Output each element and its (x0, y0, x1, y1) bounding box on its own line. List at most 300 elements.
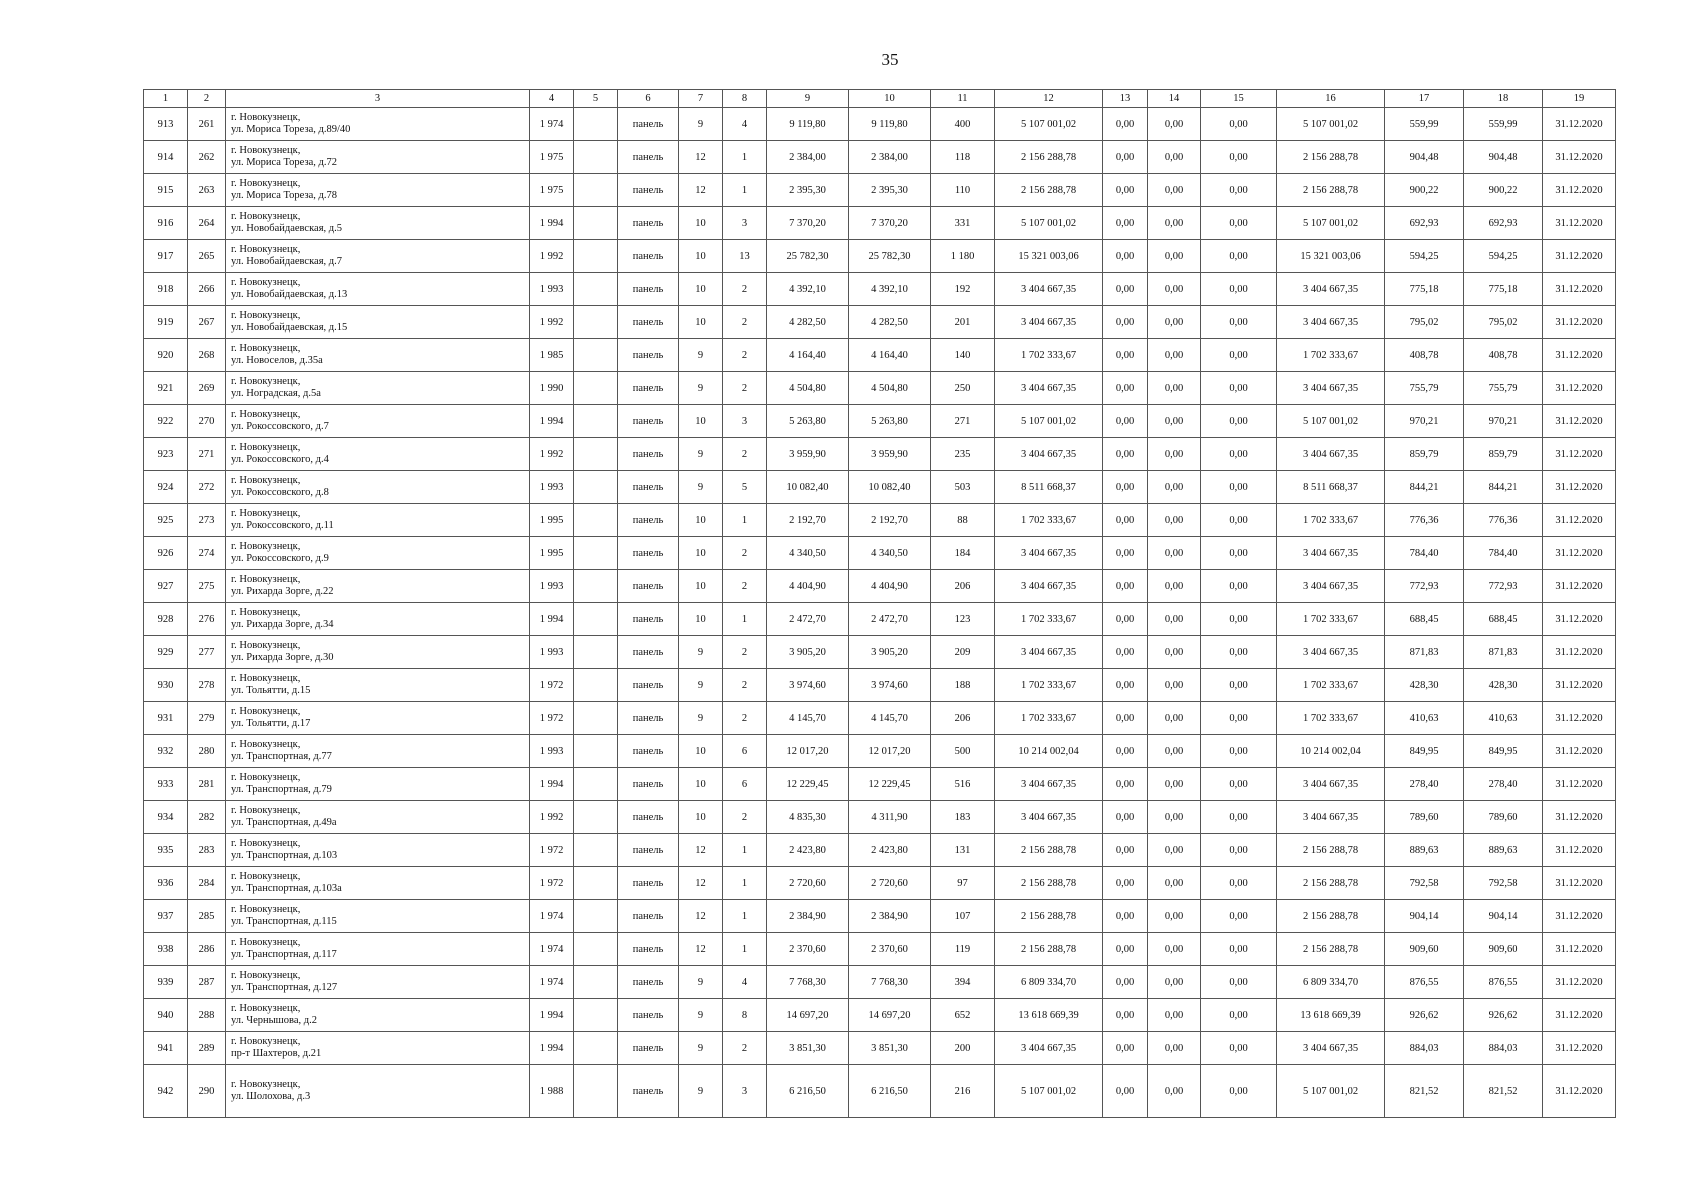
table-cell: 916 (144, 207, 188, 240)
table-cell: 31.12.2020 (1543, 405, 1616, 438)
table-cell: 755,79 (1385, 372, 1464, 405)
address-cell (226, 240, 530, 273)
table-cell: 918 (144, 273, 188, 306)
table-cell: 3 (723, 405, 767, 438)
table-cell: 269 (188, 372, 226, 405)
table-cell: 265 (188, 240, 226, 273)
address-city: г. Новокузнецк, (231, 706, 301, 717)
table-cell: 0,00 (1148, 867, 1201, 900)
table-cell: 0,00 (1148, 570, 1201, 603)
table-cell: панель (618, 339, 679, 372)
table-cell: 4 504,80 (767, 372, 849, 405)
table-cell: 904,48 (1464, 141, 1543, 174)
table-cell: 2 (723, 669, 767, 702)
table-cell: 0,00 (1148, 537, 1201, 570)
address-city: г. Новокузнецк, (231, 1003, 301, 1014)
table-cell: 772,93 (1385, 570, 1464, 603)
table-cell: 10 (679, 537, 723, 570)
address-street: ул. Новобайдаевская, д.13 (231, 289, 348, 300)
table-cell: 31.12.2020 (1543, 900, 1616, 933)
table-cell: 31.12.2020 (1543, 207, 1616, 240)
table-cell: 926,62 (1385, 999, 1464, 1032)
table-cell: 276 (188, 603, 226, 636)
table-cell (574, 207, 618, 240)
table-row (144, 801, 1616, 834)
table-cell: 970,21 (1385, 405, 1464, 438)
table-cell: 2 472,70 (849, 603, 931, 636)
table-cell: 0,00 (1201, 669, 1277, 702)
table-cell: 3 (723, 1065, 767, 1118)
table-row (144, 669, 1616, 702)
table-cell: 1 972 (530, 867, 574, 900)
table-cell: 188 (931, 669, 995, 702)
table-cell: 4 404,90 (849, 570, 931, 603)
column-header: 5 (574, 90, 618, 108)
table-cell: 31.12.2020 (1543, 933, 1616, 966)
table-cell: 285 (188, 900, 226, 933)
table-cell: 278 (188, 669, 226, 702)
column-header: 6 (618, 90, 679, 108)
table-cell: 1 702 333,67 (995, 504, 1103, 537)
address-cell (226, 108, 530, 141)
table-cell: панель (618, 1032, 679, 1065)
table-cell: 1 994 (530, 405, 574, 438)
table-cell: 7 768,30 (767, 966, 849, 999)
table-cell: 2 (723, 438, 767, 471)
table-cell: панель (618, 207, 679, 240)
table-cell (574, 966, 618, 999)
table-cell: 2 156 288,78 (995, 141, 1103, 174)
table-cell: 13 618 669,39 (1277, 999, 1385, 1032)
table-cell: 270 (188, 405, 226, 438)
table-cell: 935 (144, 834, 188, 867)
table-cell: 928 (144, 603, 188, 636)
table-cell: 0,00 (1148, 339, 1201, 372)
table-cell: 0,00 (1201, 174, 1277, 207)
column-header: 7 (679, 90, 723, 108)
address-cell (226, 900, 530, 933)
address-city: г. Новокузнецк, (231, 574, 301, 585)
table-cell: 3 404 667,35 (995, 801, 1103, 834)
table-cell: 0,00 (1201, 141, 1277, 174)
table-cell: 0,00 (1103, 174, 1148, 207)
table-cell (574, 834, 618, 867)
table-cell: 1 994 (530, 999, 574, 1032)
address-street: ул. Тольятти, д.15 (231, 685, 311, 696)
table-cell: 652 (931, 999, 995, 1032)
table-cell: 0,00 (1148, 933, 1201, 966)
table-cell: 9 (679, 438, 723, 471)
table-cell: 594,25 (1464, 240, 1543, 273)
table-cell: 2 384,90 (767, 900, 849, 933)
table-cell: 789,60 (1464, 801, 1543, 834)
address-city: г. Новокузнецк, (231, 244, 301, 255)
table-cell: 2 156 288,78 (1277, 867, 1385, 900)
table-cell: 776,36 (1464, 504, 1543, 537)
address-cell (226, 207, 530, 240)
table-cell: 2 (723, 570, 767, 603)
table-cell: 927 (144, 570, 188, 603)
table-cell: 2 384,00 (849, 141, 931, 174)
table-cell: 3 905,20 (849, 636, 931, 669)
table-cell: 13 618 669,39 (995, 999, 1103, 1032)
table-cell: 904,14 (1385, 900, 1464, 933)
table-cell: 12 (679, 867, 723, 900)
table-cell: панель (618, 669, 679, 702)
table-cell: 235 (931, 438, 995, 471)
table-cell: 1 974 (530, 966, 574, 999)
table-cell: 849,95 (1464, 735, 1543, 768)
table-cell: 0,00 (1103, 867, 1148, 900)
address-street: ул. Мориса Тореза, д.72 (231, 157, 337, 168)
table-cell: 10 (679, 306, 723, 339)
table-row (144, 372, 1616, 405)
table-cell: 9 (679, 372, 723, 405)
address-street: ул. Транспортная, д.49а (231, 817, 337, 828)
column-header: 3 (226, 90, 530, 108)
table-cell: 594,25 (1385, 240, 1464, 273)
table-cell: 1 702 333,67 (995, 603, 1103, 636)
table-cell: 2 370,60 (849, 933, 931, 966)
table-cell: 692,93 (1385, 207, 1464, 240)
table-cell: 772,93 (1464, 570, 1543, 603)
table-cell: 263 (188, 174, 226, 207)
table-cell: 9 (679, 702, 723, 735)
table-cell: 940 (144, 999, 188, 1032)
table-cell: 900,22 (1464, 174, 1543, 207)
table-cell: 1 972 (530, 702, 574, 735)
table-row (144, 702, 1616, 735)
address-street: ул. Транспортная, д.77 (231, 751, 332, 762)
address-city: г. Новокузнецк, (231, 310, 301, 321)
table-cell: панель (618, 999, 679, 1032)
table-cell: панель (618, 141, 679, 174)
table-cell: 913 (144, 108, 188, 141)
table-cell: 0,00 (1201, 504, 1277, 537)
table-cell: 0,00 (1103, 669, 1148, 702)
table-cell: 0,00 (1103, 900, 1148, 933)
table-cell: 1 974 (530, 108, 574, 141)
table-cell: 755,79 (1464, 372, 1543, 405)
table-cell: 0,00 (1201, 570, 1277, 603)
table-cell: 3 (723, 207, 767, 240)
address-city: г. Новокузнецк, (231, 145, 301, 156)
table-cell: 31.12.2020 (1543, 306, 1616, 339)
table-cell: 3 959,90 (849, 438, 931, 471)
address-cell (226, 834, 530, 867)
address-street: пр-т Шахтеров, д.21 (231, 1048, 322, 1059)
table-cell: 0,00 (1148, 273, 1201, 306)
table-cell: 1 995 (530, 504, 574, 537)
table-cell: 688,45 (1464, 603, 1543, 636)
table-cell: 31.12.2020 (1543, 471, 1616, 504)
table-cell: 1 993 (530, 570, 574, 603)
table-cell: 1 (723, 867, 767, 900)
table-cell: 1 972 (530, 669, 574, 702)
table-cell: 0,00 (1103, 339, 1148, 372)
table-cell: 0,00 (1148, 1032, 1201, 1065)
table-cell: 1 (723, 900, 767, 933)
table-cell: 10 (679, 603, 723, 636)
table-cell: 31.12.2020 (1543, 240, 1616, 273)
table-row (144, 339, 1616, 372)
table-cell (574, 636, 618, 669)
table-cell: 5 107 001,02 (995, 207, 1103, 240)
table-cell (574, 504, 618, 537)
table-cell: 7 370,20 (849, 207, 931, 240)
table-cell (574, 735, 618, 768)
table-cell: 119 (931, 933, 995, 966)
table-cell: 2 156 288,78 (995, 867, 1103, 900)
table-cell: 31.12.2020 (1543, 669, 1616, 702)
table-cell: 688,45 (1385, 603, 1464, 636)
address-cell (226, 504, 530, 537)
table-row (144, 141, 1616, 174)
table-cell: 0,00 (1201, 471, 1277, 504)
table-cell: 0,00 (1201, 306, 1277, 339)
address-street: ул. Новобайдаевская, д.7 (231, 256, 342, 267)
table-cell: 1 974 (530, 900, 574, 933)
table-cell: 1 990 (530, 372, 574, 405)
table-cell (574, 867, 618, 900)
address-street: ул. Рокоссовского, д.11 (231, 520, 334, 531)
table-cell: 279 (188, 702, 226, 735)
table-cell: 0,00 (1148, 1065, 1201, 1118)
table-cell: 0,00 (1201, 240, 1277, 273)
table-cell: 14 697,20 (849, 999, 931, 1032)
table-cell: 920 (144, 339, 188, 372)
address-cell (226, 966, 530, 999)
table-cell: 3 404 667,35 (995, 306, 1103, 339)
table-cell: 400 (931, 108, 995, 141)
address-city: г. Новокузнецк, (231, 805, 301, 816)
address-cell (226, 273, 530, 306)
table-cell: 859,79 (1464, 438, 1543, 471)
table-cell (574, 669, 618, 702)
address-street: ул. Тольятти, д.17 (231, 718, 311, 729)
table-cell: 0,00 (1201, 603, 1277, 636)
table-cell: 775,18 (1385, 273, 1464, 306)
table-cell: 0,00 (1201, 207, 1277, 240)
table-cell: 889,63 (1464, 834, 1543, 867)
table-cell: 925 (144, 504, 188, 537)
table-cell: 970,21 (1464, 405, 1543, 438)
table-cell: 0,00 (1148, 306, 1201, 339)
table-cell: 0,00 (1103, 966, 1148, 999)
table-cell: 3 404 667,35 (1277, 636, 1385, 669)
table-cell (574, 999, 618, 1032)
table-cell: 25 782,30 (767, 240, 849, 273)
table-cell: 107 (931, 900, 995, 933)
table-cell: 206 (931, 702, 995, 735)
table-row (144, 504, 1616, 537)
table-cell: 2 (723, 702, 767, 735)
table-row (144, 1032, 1616, 1065)
table-row (144, 306, 1616, 339)
table-cell: 283 (188, 834, 226, 867)
column-header: 2 (188, 90, 226, 108)
table-cell: 10 (679, 405, 723, 438)
table-cell: 140 (931, 339, 995, 372)
table-cell: 4 164,40 (849, 339, 931, 372)
address-street: ул. Транспортная, д.79 (231, 784, 332, 795)
table-cell: 331 (931, 207, 995, 240)
table-cell: 428,30 (1385, 669, 1464, 702)
table-cell (574, 240, 618, 273)
address-street: ул. Рокоссовского, д.8 (231, 487, 329, 498)
table-cell (574, 405, 618, 438)
table-cell: панель (618, 537, 679, 570)
table-cell: 0,00 (1103, 1032, 1148, 1065)
data-table (143, 89, 1616, 1118)
table-cell: панель (618, 240, 679, 273)
column-header: 16 (1277, 90, 1385, 108)
table-cell: 3 404 667,35 (1277, 570, 1385, 603)
table-cell: 2 (723, 636, 767, 669)
table-cell: 871,83 (1464, 636, 1543, 669)
table-cell: 0,00 (1148, 834, 1201, 867)
table-cell: 31.12.2020 (1543, 504, 1616, 537)
table-cell: 0,00 (1148, 768, 1201, 801)
table-cell: 0,00 (1201, 1065, 1277, 1118)
address-city: г. Новокузнецк, (231, 673, 301, 684)
address-city: г. Новокузнецк, (231, 607, 301, 618)
table-cell: 938 (144, 933, 188, 966)
table-cell: 3 974,60 (767, 669, 849, 702)
table-cell: 559,99 (1464, 108, 1543, 141)
address-street: ул. Рихарда Зорге, д.22 (231, 586, 334, 597)
table-cell: 6 216,50 (849, 1065, 931, 1118)
table-cell: 1 992 (530, 438, 574, 471)
column-header: 10 (849, 90, 931, 108)
table-cell: 290 (188, 1065, 226, 1118)
table-cell: 250 (931, 372, 995, 405)
table-cell: 31.12.2020 (1543, 108, 1616, 141)
table-cell: 876,55 (1385, 966, 1464, 999)
table-cell: 1 702 333,67 (1277, 339, 1385, 372)
table-cell: панель (618, 438, 679, 471)
address-city: г. Новокузнецк, (231, 277, 301, 288)
table-cell: 926 (144, 537, 188, 570)
table-cell: 2 156 288,78 (1277, 900, 1385, 933)
address-cell (226, 999, 530, 1032)
table-cell: панель (618, 504, 679, 537)
table-cell: 884,03 (1385, 1032, 1464, 1065)
table-cell: 937 (144, 900, 188, 933)
address-city: г. Новокузнецк, (231, 640, 301, 651)
table-cell: 0,00 (1148, 669, 1201, 702)
table-cell: 0,00 (1148, 141, 1201, 174)
table-cell: 4 311,90 (849, 801, 931, 834)
table-cell: 31.12.2020 (1543, 372, 1616, 405)
table-cell (574, 174, 618, 207)
table-row (144, 207, 1616, 240)
table-cell: 1 992 (530, 306, 574, 339)
table-cell: 4 145,70 (767, 702, 849, 735)
table-cell: 184 (931, 537, 995, 570)
table-cell: 123 (931, 603, 995, 636)
table-cell: 7 370,20 (767, 207, 849, 240)
table-cell: 1 (723, 834, 767, 867)
address-city: г. Новокузнецк, (231, 541, 301, 552)
table-cell: панель (618, 174, 679, 207)
table-cell: 31.12.2020 (1543, 768, 1616, 801)
column-header: 4 (530, 90, 574, 108)
table-cell: 31.12.2020 (1543, 174, 1616, 207)
table-cell (574, 537, 618, 570)
table-cell: 10 (679, 735, 723, 768)
table-cell: 0,00 (1201, 438, 1277, 471)
table-cell: 0,00 (1103, 405, 1148, 438)
table-cell: 31.12.2020 (1543, 999, 1616, 1032)
table-cell: 844,21 (1464, 471, 1543, 504)
table-cell: 3 905,20 (767, 636, 849, 669)
table-cell: 0,00 (1103, 768, 1148, 801)
table-row (144, 438, 1616, 471)
table-cell: 2 395,30 (849, 174, 931, 207)
table-cell: 31.12.2020 (1543, 603, 1616, 636)
table-cell: 31.12.2020 (1543, 141, 1616, 174)
table-cell: 2 (723, 1032, 767, 1065)
table-cell: 5 107 001,02 (995, 405, 1103, 438)
table-cell: 0,00 (1148, 108, 1201, 141)
table-row (144, 735, 1616, 768)
table-cell: 31.12.2020 (1543, 867, 1616, 900)
table-cell: 0,00 (1201, 702, 1277, 735)
table-row (144, 405, 1616, 438)
address-city: г. Новокузнецк, (231, 904, 301, 915)
table-cell: 287 (188, 966, 226, 999)
table-cell: 410,63 (1385, 702, 1464, 735)
table-cell: 0,00 (1201, 1032, 1277, 1065)
address-street: ул. Транспортная, д.127 (231, 982, 338, 993)
table-cell: 3 404 667,35 (1277, 537, 1385, 570)
table-cell: 15 321 003,06 (995, 240, 1103, 273)
table-row (144, 471, 1616, 504)
table-cell: 0,00 (1201, 768, 1277, 801)
address-street: ул. Рихарда Зорге, д.30 (231, 652, 334, 663)
table-cell: 271 (188, 438, 226, 471)
table-row (144, 834, 1616, 867)
table-cell: 3 404 667,35 (1277, 372, 1385, 405)
table-cell: 1 974 (530, 933, 574, 966)
table-cell: 904,14 (1464, 900, 1543, 933)
table-cell (574, 1065, 618, 1118)
table-cell: 7 768,30 (849, 966, 931, 999)
table-cell: 25 782,30 (849, 240, 931, 273)
table-cell: 0,00 (1201, 735, 1277, 768)
address-city: г. Новокузнецк, (231, 508, 301, 519)
address-street: ул. Транспортная, д.117 (231, 949, 337, 960)
table-cell: 0,00 (1103, 273, 1148, 306)
table-cell: 408,78 (1464, 339, 1543, 372)
table-cell (574, 306, 618, 339)
table-cell: 31.12.2020 (1543, 735, 1616, 768)
table-cell: 0,00 (1148, 504, 1201, 537)
table-cell: 500 (931, 735, 995, 768)
table-cell (574, 702, 618, 735)
table-cell: 428,30 (1464, 669, 1543, 702)
table-row (144, 570, 1616, 603)
table-cell: 3 404 667,35 (1277, 768, 1385, 801)
table-cell: 12 (679, 174, 723, 207)
address-street: ул. Транспортная, д.103 (231, 850, 338, 861)
table-cell: 3 404 667,35 (995, 636, 1103, 669)
table-cell (574, 768, 618, 801)
table-row (144, 603, 1616, 636)
table-cell: панель (618, 306, 679, 339)
table-cell: 3 404 667,35 (995, 537, 1103, 570)
